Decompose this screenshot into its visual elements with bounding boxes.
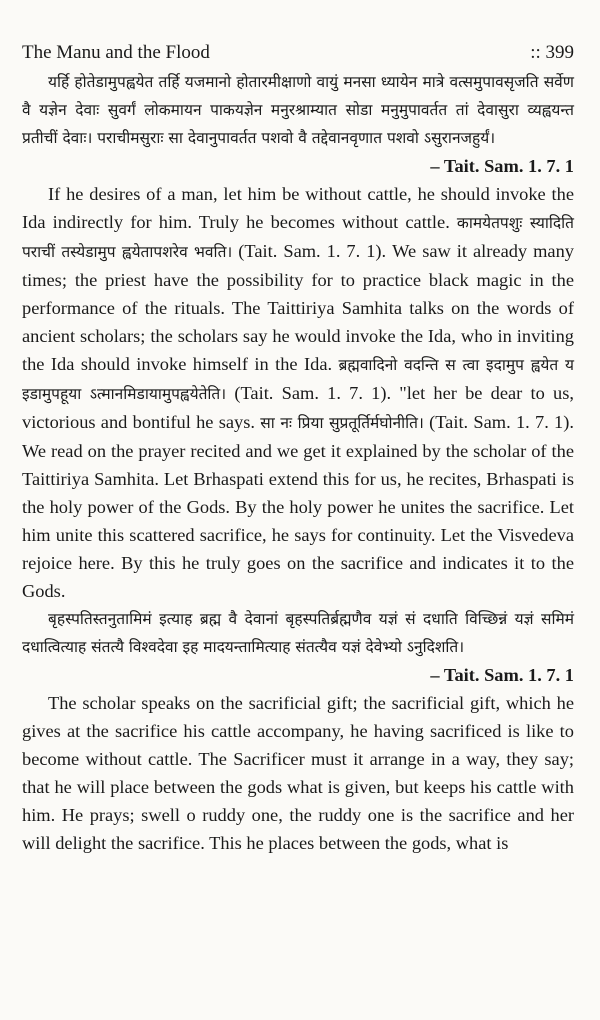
text-run: (Tait. Sam. 1. 7. 1). "let her be dear to us, victorious and bontiful he says. bbox=[22, 383, 574, 432]
sanskrit-quote: सा नः प्रिया सुप्रतूर्तिर्मघोनीति। bbox=[260, 414, 424, 432]
text-run: (Tait. Sam. 1. 7. 1). We saw it already many times; the priest have the possibility for to practice black magic in the performance of the rituals. The Taittiriya Samhita talks on the words of ancient scholars; the scholars say he would invoke the Ida, who in inviting the Ida should invoke himself in the Ida. bbox=[22, 241, 574, 374]
page-body bbox=[22, 68, 574, 857]
running-title: The Manu and the Flood bbox=[22, 42, 210, 63]
text-run: If he desires of a man, let him be without cattle, he should invoke the Ida indirectly for him. Truly he becomes without cattle. bbox=[22, 184, 574, 232]
sanskrit-verse bbox=[22, 605, 574, 689]
sanskrit-quote: ब्रह्मवादिनो वदन्ति स त्वा इदामुप ह्वयेत य इडामुपहूया ऽत्मानमिडायामुपह्वयेतेति। bbox=[22, 356, 574, 403]
paragraph bbox=[22, 180, 574, 605]
text-run: (Tait. Sam. 1. 7. 1). We read on the prayer recited and we get it explained by the scholar of the Taittiriya Samhita. Let Brhaspati extend this for us, he recites, Brhaspati is the holy power of the Gods. By the holy power he unites the sacrifice. Let him unite this scattered sacrifice, he says for continuity. Let the Visvedeva rejoice here. By this he truly goes on the sacrifice and indicates it to the Gods. bbox=[22, 412, 574, 601]
sanskrit-quote: कामयेतपशुः स्यादिति पराचीं तस्येडामुप ह्वयेतापशरेव भवति। bbox=[22, 214, 574, 261]
citation: – Tait. Sam. 1. 7. 1 bbox=[430, 665, 574, 685]
paragraph: The scholar speaks on the sacrificial gift; the sacrificial gift, which he gives at the sacrifice his cattle accompany, he having sacrificed is like to become without cattle. The Sacrificer must it arrange in a way, they say; that he will place between the gods what is given, but keeps his cattle with him. He prays; swell o ruddy one, the ruddy one is the sacrifice and her will delight the sacrifice. This he places between the gods, what is bbox=[22, 693, 574, 853]
page-number: :: 399 bbox=[530, 42, 574, 63]
verse-text: बृहस्पतिस्तनुतामिमं इत्याह ब्रह्म वै देवानां बृहस्पतिर्ब्रह्मणैव यज्ञं सं दधाति विच्छिन्नं यज्ञं समिमं दधात्वित्याह संतत्यै विश्वदेवा इह मादयन्तामित्याह संतत्यैव यज्ञं देवेभ्यो ऽनुदिशति। bbox=[22, 610, 574, 656]
running-head bbox=[22, 42, 574, 64]
sanskrit-verse: यर्हि होतेडामुपह्वयेत तर्हि यजमानो होतारमीक्षाणो वायुं मनसा ध्यायेन मात्रे वत्समुपावसृजति सर्वेण वै यज्ञेन देवाः सुवर्गं लोकमायन पाकयज्ञेन मनुरश्राम्यात सोडा मनुमुपावर्तत तां देवासुरा व्यह्वयन्त प्रतीचीं देवाः। पराचीमसुराः सा देवानुपावर्तत पशवो वै तद्देवानवृणात पशवो ऽसुरानजहुर्यं। bbox=[22, 73, 574, 147]
citation: – Tait. Sam. 1. 7. 1 bbox=[430, 156, 574, 176]
